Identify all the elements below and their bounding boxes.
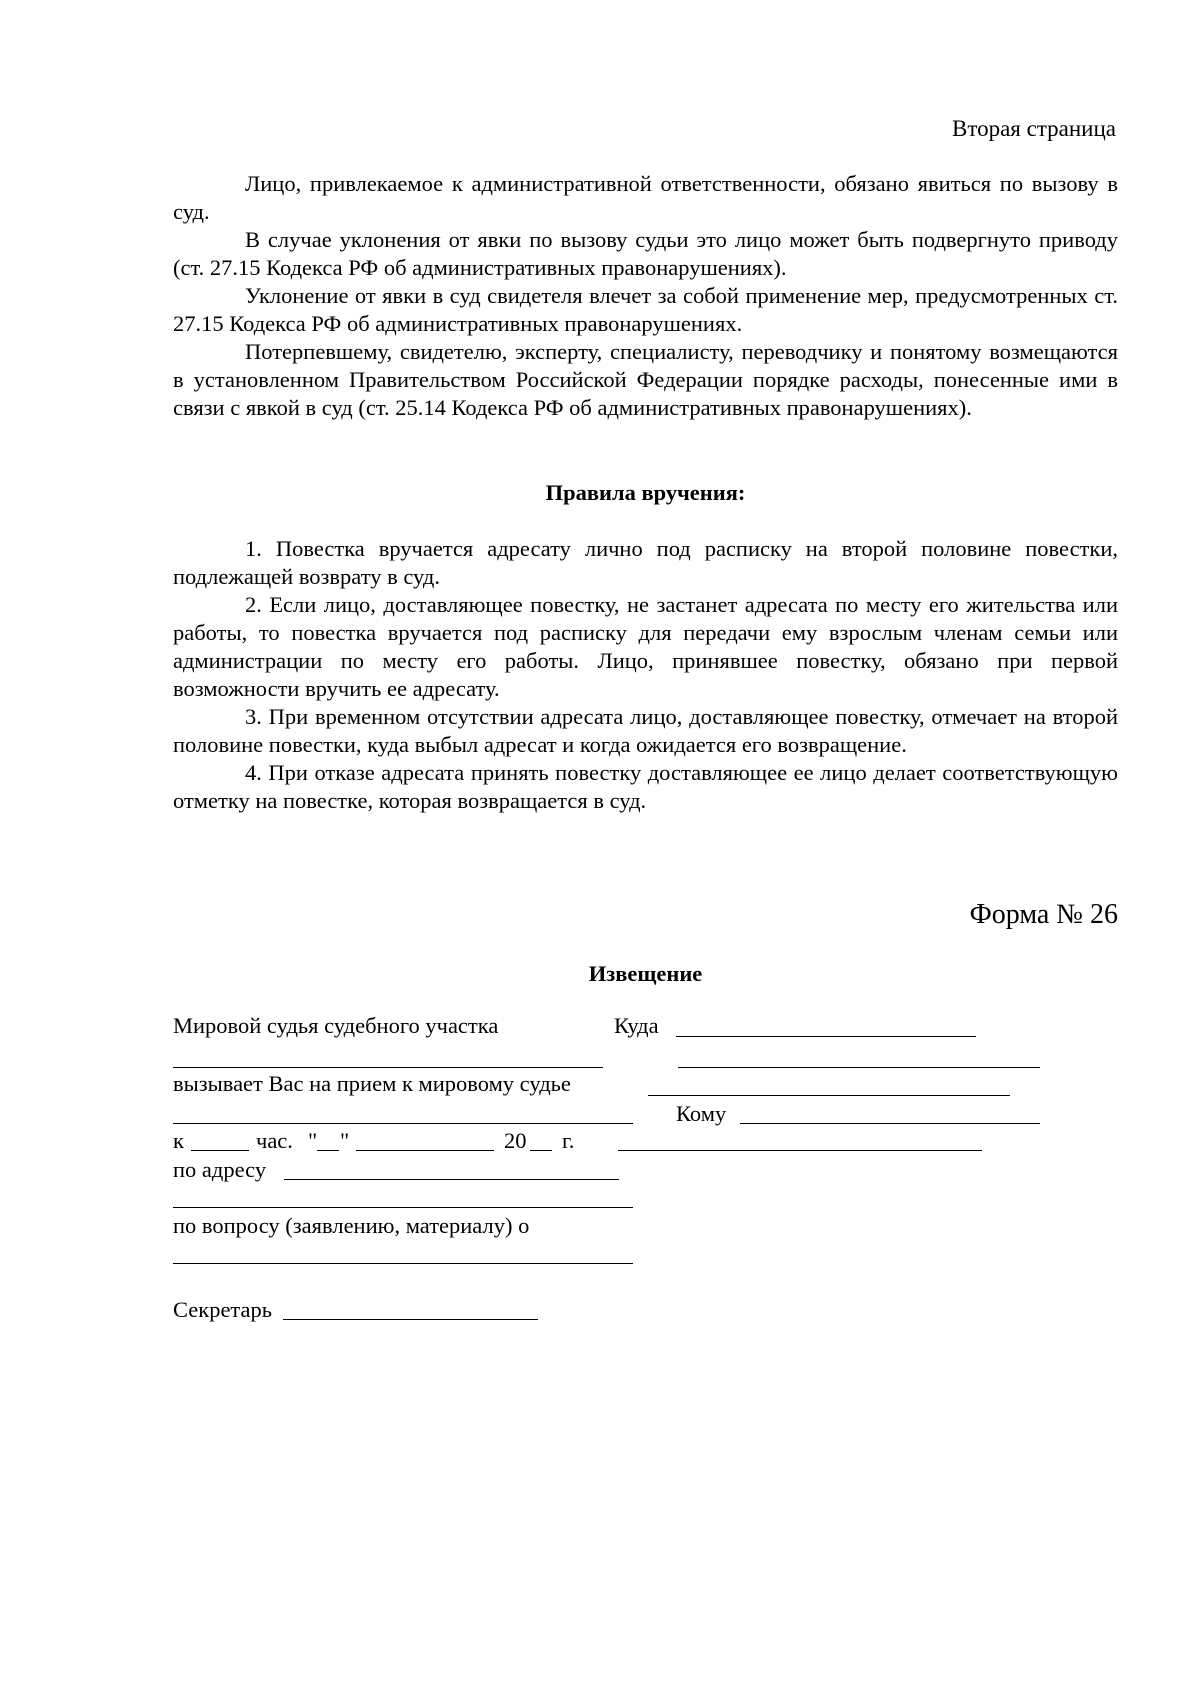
address-line[interactable] <box>284 1179 619 1180</box>
notice-title: Извещение <box>588 961 703 986</box>
hours-label: час. <box>256 1128 293 1153</box>
secretary-label: Секретарь <box>173 1297 273 1322</box>
judge-district-line[interactable] <box>173 1067 603 1068</box>
hour-line[interactable] <box>191 1150 249 1151</box>
rule-item: 3. При временном отсутствии адресата лицо, доставляющее повестку, отмечает на второй половине повестки, куда выбыл адресат и когда ожидается его возвращение. <box>173 704 1118 757</box>
rule-item: 4. При отказе адресата принять повестку доставляющее ее лицо делает соответствующую отметку на повестке, которая возвращается в суд. <box>173 760 1118 813</box>
quote-open: " <box>308 1128 318 1153</box>
address-label: по адресу <box>173 1157 267 1182</box>
year-prefix: 20 <box>504 1128 527 1153</box>
intro-section <box>173 170 1118 422</box>
where-line-2[interactable] <box>678 1067 1040 1068</box>
whom-line[interactable] <box>740 1123 1040 1124</box>
whom-label: Кому <box>676 1101 727 1126</box>
form-number: Форма № 26 <box>969 899 1118 930</box>
time-prefix: к <box>173 1128 184 1153</box>
whom-line-2[interactable] <box>618 1150 982 1151</box>
year-line[interactable] <box>530 1150 552 1151</box>
rules-list <box>173 535 1118 815</box>
intro-paragraph: Лицо, привлекаемое к административной ответственности, обязано явиться по вызову в суд. <box>173 171 1118 224</box>
judge-name-line[interactable] <box>173 1123 633 1124</box>
year-suffix: г. <box>562 1128 575 1153</box>
secretary-signature-line[interactable] <box>283 1319 538 1320</box>
matter-line[interactable] <box>173 1263 633 1264</box>
rules-title: Правила вручения: <box>545 480 746 505</box>
judge-label: Мировой судья судебного участка <box>173 1013 499 1038</box>
quote-close: " <box>340 1128 350 1153</box>
address-line-2[interactable] <box>173 1207 633 1208</box>
rule-item: 1. Повестка вручается адресату лично под расписку на второй половине повестки, подлежащей возврату в суд. <box>173 536 1118 589</box>
summons-label: вызывает Вас на прием к мировому судье <box>173 1071 571 1096</box>
intro-paragraph: Потерпевшему, свидетелю, эксперту, специалисту, переводчику и понятому возмещаются в установленном Правительством Российской Федерации порядке расходы, понесенные ими в связи с явкой в суд (ст. 25.14 Кодекса РФ об административных правонарушениях). <box>173 339 1118 420</box>
day-line[interactable] <box>317 1150 339 1151</box>
where-label: Куда <box>614 1013 659 1038</box>
intro-paragraph: Уклонение от явки в суд свидетеля влечет за собой применение мер, предусмотренных ст. 27.15 Кодекса РФ об административных правонарушениях. <box>173 283 1118 336</box>
page-label: Вторая страница <box>951 116 1116 141</box>
where-line[interactable] <box>676 1036 976 1037</box>
matter-label: по вопросу (заявлению, материалу) о <box>173 1213 530 1238</box>
month-line[interactable] <box>356 1150 494 1151</box>
rule-item: 2. Если лицо, доставляющее повестку, не застанет адресата по месту его жительства или работы, то повестка вручается под расписку для передачи ему взрослым членам семьи или администрации по месту его работы. Лицо, принявшее повестку, обязано при первой возможности вручить ее адресату. <box>173 592 1118 701</box>
where-line-3[interactable] <box>648 1095 1010 1096</box>
intro-paragraph: В случае уклонения от явки по вызову судьи это лицо может быть подвергнуто приводу (ст. 27.15 Кодекса РФ об административных правонарушениях). <box>173 227 1118 280</box>
